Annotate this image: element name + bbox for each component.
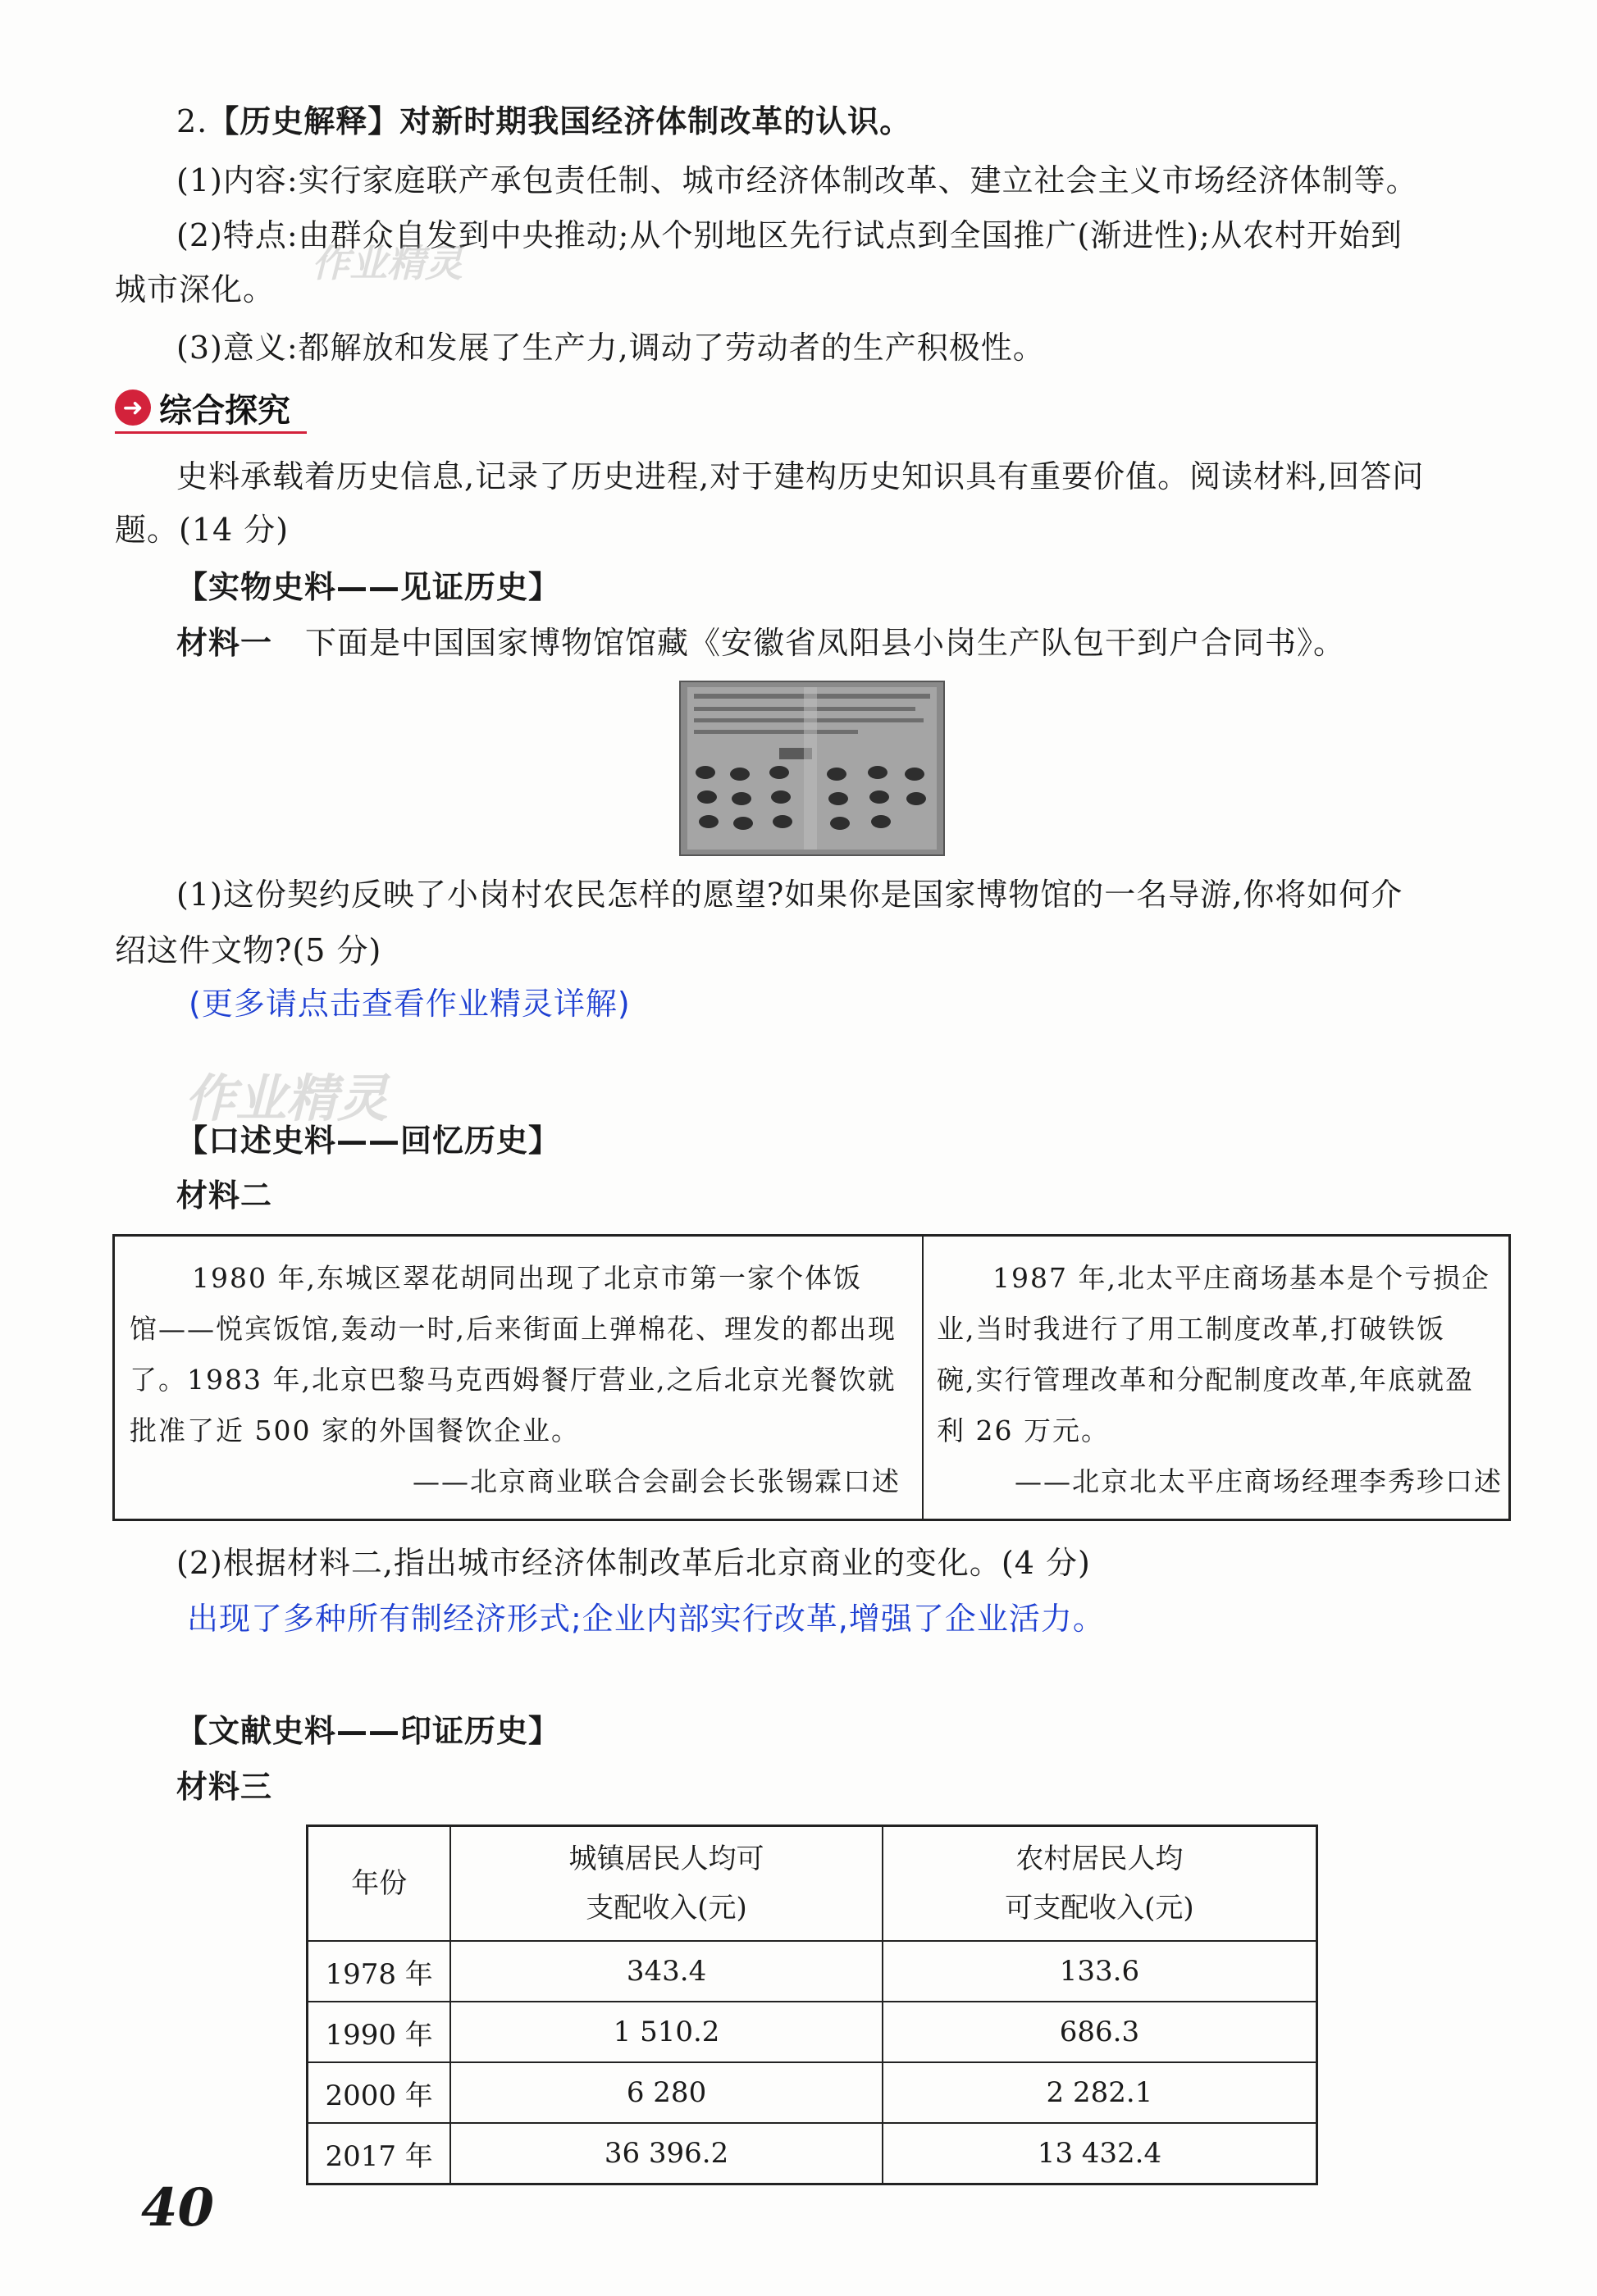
material3-heading: 【文献史料——印证历史】 <box>176 1713 561 1749</box>
header-year: 年份 <box>308 1826 451 1942</box>
header-urban <box>450 1826 883 1942</box>
header-rural <box>883 1826 1317 1942</box>
cell-urban: 1 510.2 <box>450 2002 883 2062</box>
oral-history-right <box>937 1253 1503 1507</box>
features-line-1: (2)特点:由群众自发到中央推动;从个别地区先行试点到全国推广(渐进性);从农村开始到 <box>176 217 1403 253</box>
cell-year: 2000 年 <box>308 2062 451 2123</box>
heading-number: 2. <box>176 103 208 139</box>
left-paragraph-line: 批准了近 500 家的外国餐饮企业。 <box>130 1414 580 1446</box>
heading-tag: 【历史解释】 <box>208 103 400 139</box>
intro-line-2: 题。(14 分) <box>115 512 290 548</box>
cell-rural: 2 282.1 <box>883 2062 1317 2123</box>
left-paragraph-line: 1980 年,东城区翠花胡同出现了北京市第一家个体饭 <box>192 1262 862 1294</box>
section-title: 综合探究 <box>159 391 290 430</box>
q1-line-2: 绍这件文物?(5 分) <box>115 932 382 968</box>
table-row <box>308 2002 1317 2062</box>
material1-heading: 【实物史料——见证历史】 <box>176 569 561 605</box>
q2-question: (2)根据材料二,指出城市经济体制改革后北京商业的变化。(4 分) <box>176 1545 1091 1581</box>
material1-label: 材料一 <box>176 625 273 661</box>
right-paragraph-line: 利 26 万元。 <box>937 1414 1110 1446</box>
table-row <box>308 2123 1317 2184</box>
watermark-top: 作业精灵 <box>312 241 463 285</box>
table-header-row <box>308 1826 1317 1942</box>
right-paragraph-line: 碗,实行管理改革和分配制度改革,年底就盈 <box>937 1364 1474 1396</box>
cell-year: 2017 年 <box>308 2123 451 2184</box>
oral-history-box <box>112 1234 1511 1521</box>
header-rural-line-2: 可支配收入(元) <box>1005 1892 1194 1925</box>
features-line-2: 城市深化。 <box>115 271 276 308</box>
cell-rural: 13 432.4 <box>883 2123 1317 2184</box>
q1-line-1: (1)这份契约反映了小岗村农民怎样的愿望?如果你是国家博物馆的一名导游,你将如何介 <box>176 877 1403 913</box>
material1-text: 下面是中国国家博物馆馆藏《安徽省凤阳县小岗生产队包干到户合同书》。 <box>305 625 1346 661</box>
q2-answer: 出现了多种所有制经济形式;企业内部实行改革,增强了企业活力。 <box>187 1601 1105 1637</box>
material2-label: 材料二 <box>176 1178 273 1214</box>
header-urban-line-1: 城镇居民人均可 <box>568 1843 764 1875</box>
income-table <box>306 1824 1318 2185</box>
significance-line: (3)意义:都解放和发展了生产力,调动了劳动者的生产积极性。 <box>176 330 1045 366</box>
right-credit: ——北京北太平庄商场经理李秀珍口述 <box>1015 1465 1503 1497</box>
section-header <box>115 384 307 434</box>
arrow-right-icon: ➜ <box>115 390 151 426</box>
table-row <box>308 1941 1317 2002</box>
cell-year: 1990 年 <box>308 2002 451 2062</box>
material3-label: 材料三 <box>176 1769 273 1805</box>
right-paragraph-line: 业,当时我进行了用工制度改革,打破铁饭 <box>937 1313 1445 1345</box>
view-details-link[interactable]: (更多请点击查看作业精灵详解) <box>189 986 631 1022</box>
cell-urban: 343.4 <box>450 1941 883 2002</box>
cell-urban: 6 280 <box>450 2062 883 2123</box>
watermark-middle: 作业精灵 <box>185 1068 389 1128</box>
cell-rural: 686.3 <box>883 2002 1317 2062</box>
material2-heading: 【口述史料——回忆历史】 <box>176 1123 561 1159</box>
header-rural-line-1: 农村居民人均 <box>1015 1843 1184 1875</box>
left-credit: ——北京商业联合会副会长张锡霖口述 <box>413 1465 901 1497</box>
table-row <box>308 2062 1317 2123</box>
cell-year: 1978 年 <box>308 1941 451 2002</box>
right-paragraph-line: 1987 年,北太平庄商场基本是个亏损企 <box>992 1262 1490 1294</box>
interpretation-heading <box>176 100 911 143</box>
cell-urban: 36 396.2 <box>450 2123 883 2184</box>
content-line: (1)内容:实行家庭联产承包责任制、城市经济体制改革、建立社会主义市场经济体制等。 <box>176 162 1418 198</box>
intro-line-1: 史料承载着历史信息,记录了历史进程,对于建构历史知识具有重要价值。阅读材料,回答问 <box>176 458 1425 494</box>
contract-photo <box>679 681 945 856</box>
box-divider <box>922 1237 924 1519</box>
left-paragraph-line: 馆——悦宾饭馆,轰动一时,后来街面上弹棉花、理发的都出现 <box>130 1313 897 1345</box>
oral-history-left <box>130 1253 901 1507</box>
material1-line <box>176 622 1345 664</box>
left-paragraph-line: 了。1983 年,北京巴黎马克西姆餐厅营业,之后北京光餐饮就 <box>130 1364 897 1396</box>
cell-rural: 133.6 <box>883 1941 1317 2002</box>
header-urban-line-2: 支配收入(元) <box>586 1892 747 1925</box>
page-number: 40 <box>141 2177 215 2239</box>
heading-text: 对新时期我国经济体制改革的认识。 <box>399 103 912 139</box>
